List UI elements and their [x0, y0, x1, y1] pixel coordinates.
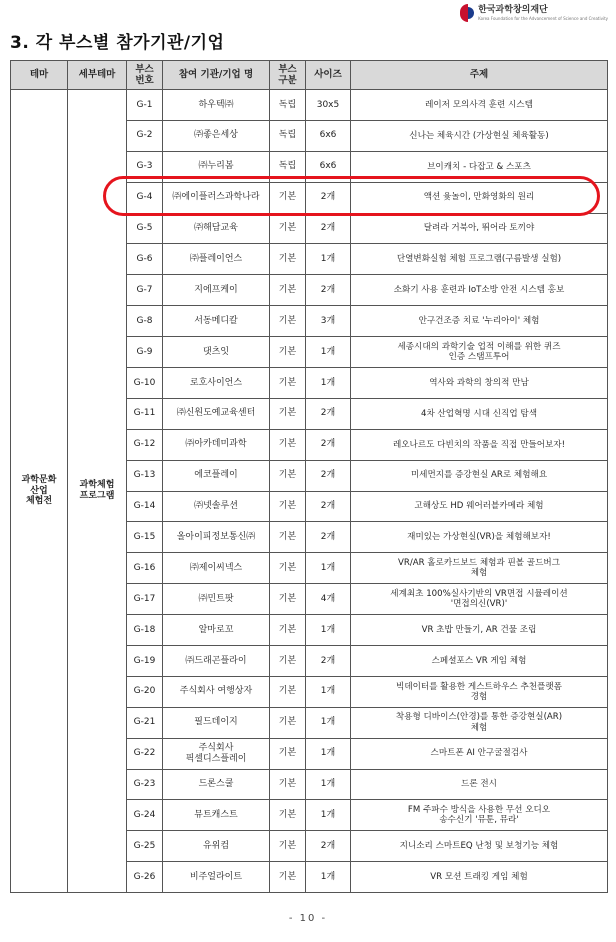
size-cell: 1개: [306, 368, 351, 399]
booth-number-cell: G-15: [127, 522, 163, 553]
booth-type-cell: 기본: [270, 584, 306, 615]
organization-cell: ㈜플레이언스: [163, 244, 270, 275]
size-cell: 1개: [306, 676, 351, 707]
size-cell: 3개: [306, 306, 351, 337]
size-cell: 2개: [306, 275, 351, 306]
organization-cell: 주식회사 픽셀디스플레이: [163, 738, 270, 769]
booth-number-cell: G-25: [127, 831, 163, 862]
organization-cell: 뮤트캐스트: [163, 800, 270, 831]
topic-cell: 착용형 디바이스(안경)를 통한 증강현실(AR) 체험: [351, 707, 608, 738]
size-cell: 4개: [306, 584, 351, 615]
organization-cell: 비주얼라이트: [163, 862, 270, 893]
foundation-logo: [460, 4, 608, 22]
booth-type-cell: 기본: [270, 491, 306, 522]
booth-type-cell: 기본: [270, 306, 306, 337]
booth-type-cell: 기본: [270, 553, 306, 584]
size-cell: 2개: [306, 522, 351, 553]
size-cell: 2개: [306, 460, 351, 491]
booth-type-cell: 기본: [270, 182, 306, 213]
booth-number-cell: G-12: [127, 429, 163, 460]
booth-number-cell: G-14: [127, 491, 163, 522]
size-cell: 1개: [306, 337, 351, 368]
organization-cell: ㈜좋은세상: [163, 120, 270, 151]
booth-number-cell: G-11: [127, 398, 163, 429]
header-theme: 테마: [11, 61, 68, 90]
size-cell: 1개: [306, 244, 351, 275]
topic-cell: 지니소리 스마트EQ 난청 및 보청기능 체험: [351, 831, 608, 862]
booth-number-cell: G-24: [127, 800, 163, 831]
topic-cell: 소화기 사용 훈련과 IoT소방 안전 시스템 홍보: [351, 275, 608, 306]
organization-cell: 서동메디칼: [163, 306, 270, 337]
topic-cell: 브이캐치 - 다잡고 & 스포츠: [351, 151, 608, 182]
topic-cell: VR 모션 트래킹 게임 체험: [351, 862, 608, 893]
booth-type-cell: 기본: [270, 676, 306, 707]
page-number: - 10 -: [288, 913, 328, 924]
topic-cell: 4차 산업혁명 시대 신직업 탐색: [351, 398, 608, 429]
topic-cell: 재미있는 가상현실(VR)을 체험해보자!: [351, 522, 608, 553]
booth-number-cell: G-1: [127, 90, 163, 121]
size-cell: 2개: [306, 182, 351, 213]
size-cell: 30x5: [306, 90, 351, 121]
booth-type-cell: 기본: [270, 213, 306, 244]
size-cell: 1개: [306, 862, 351, 893]
booth-number-cell: G-2: [127, 120, 163, 151]
size-cell: 2개: [306, 213, 351, 244]
organization-cell: 에코플레이: [163, 460, 270, 491]
size-cell: 2개: [306, 646, 351, 677]
booth-type-cell: 독립: [270, 90, 306, 121]
booth-number-cell: G-6: [127, 244, 163, 275]
booth-type-cell: 기본: [270, 460, 306, 491]
booth-number-cell: G-18: [127, 615, 163, 646]
booth-type-cell: 기본: [270, 800, 306, 831]
topic-cell: FM 주파수 방식을 사용한 무선 오디오 송수신기 '뮤툰, 뮤라': [351, 800, 608, 831]
organization-cell: 드론스쿨: [163, 769, 270, 800]
topic-cell: VR/AR 홀로카드보드 체험과 핀볼 골드버그 체험: [351, 553, 608, 584]
booth-type-cell: 독립: [270, 120, 306, 151]
topic-cell: 신나는 체육시간 (가상현실 체육활동): [351, 120, 608, 151]
booth-number-cell: G-26: [127, 862, 163, 893]
organization-cell: ㈜에이플러스과학나라: [163, 182, 270, 213]
topic-cell: 달려라 거북아, 뛰어라 토끼야: [351, 213, 608, 244]
size-cell: 1개: [306, 553, 351, 584]
booth-number-cell: G-8: [127, 306, 163, 337]
booth-type-cell: 기본: [270, 337, 306, 368]
header-booth-type: 부스 구분: [270, 61, 306, 90]
organization-cell: ㈜민트팟: [163, 584, 270, 615]
page-title: 3. 각 부스별 참가기관/기업: [10, 33, 225, 53]
organization-cell: ㈜제이씨넥스: [163, 553, 270, 584]
organization-cell: ㈜누리봄: [163, 151, 270, 182]
table-row: [11, 90, 608, 121]
topic-cell: 세계최초 100%실사기반의 VR면접 시뮬레이션 '면접의신(VR)': [351, 584, 608, 615]
booth-type-cell: 기본: [270, 738, 306, 769]
booth-number-cell: G-3: [127, 151, 163, 182]
logo-subtitle: Korea Foundation for the Advancement of Science and Creativity: [478, 15, 608, 21]
booth-type-cell: 기본: [270, 275, 306, 306]
size-cell: 6x6: [306, 151, 351, 182]
header-subtheme: 세부테마: [68, 61, 127, 90]
organization-cell: ㈜넷솔루션: [163, 491, 270, 522]
size-cell: 2개: [306, 398, 351, 429]
organization-cell: 올아이피정보통신㈜: [163, 522, 270, 553]
size-cell: 1개: [306, 707, 351, 738]
booth-type-cell: 기본: [270, 862, 306, 893]
organization-cell: 하우텍㈜: [163, 90, 270, 121]
organization-cell: ㈜드래곤플라이: [163, 646, 270, 677]
booth-number-cell: G-16: [127, 553, 163, 584]
booth-number-cell: G-10: [127, 368, 163, 399]
booth-type-cell: 독립: [270, 151, 306, 182]
foundation-logo-icon: [460, 4, 474, 22]
organization-cell: 필드데이지: [163, 707, 270, 738]
booth-number-cell: G-9: [127, 337, 163, 368]
topic-cell: 스페셜포스 VR 게임 체험: [351, 646, 608, 677]
header-size: 사이즈: [306, 61, 351, 90]
organization-cell: ㈜아카데미과학: [163, 429, 270, 460]
booth-type-cell: 기본: [270, 398, 306, 429]
organization-cell: 지에프케이: [163, 275, 270, 306]
booth-table-body: [11, 90, 608, 893]
booth-number-cell: G-13: [127, 460, 163, 491]
size-cell: 2개: [306, 429, 351, 460]
booth-number-cell: G-17: [127, 584, 163, 615]
organization-cell: 댓츠잇: [163, 337, 270, 368]
booth-type-cell: 기본: [270, 368, 306, 399]
booth-type-cell: 기본: [270, 615, 306, 646]
size-cell: 1개: [306, 615, 351, 646]
topic-cell: 단열변화실험 체험 프로그램(구름발생 실험): [351, 244, 608, 275]
booth-type-cell: 기본: [270, 522, 306, 553]
header-booth-number: 부스 번호: [127, 61, 163, 90]
topic-cell: 역사와 과학의 창의적 만남: [351, 368, 608, 399]
booth-type-cell: 기본: [270, 707, 306, 738]
booth-number-cell: G-4: [127, 182, 163, 213]
table-header-row: [11, 61, 608, 90]
size-cell: 2개: [306, 831, 351, 862]
topic-cell: 세종시대의 과학기술 업적 이해를 위한 퀴즈 인증 스탬프투어: [351, 337, 608, 368]
organization-cell: ㈜해담교육: [163, 213, 270, 244]
header-organization: 참여 기관/기업 명: [163, 61, 270, 90]
organization-cell: 유위컴: [163, 831, 270, 862]
topic-cell: 액션 윷놀이, 만화영화의 원리: [351, 182, 608, 213]
subtheme-cell: 과학체험 프로그램: [68, 90, 127, 893]
booth-type-cell: 기본: [270, 244, 306, 275]
booth-number-cell: G-21: [127, 707, 163, 738]
booth-number-cell: G-22: [127, 738, 163, 769]
booth-number-cell: G-7: [127, 275, 163, 306]
topic-cell: 레이저 모의사격 훈련 시스템: [351, 90, 608, 121]
organization-cell: 주식회사 여행상자: [163, 676, 270, 707]
booth-type-cell: 기본: [270, 429, 306, 460]
booth-table: [10, 60, 608, 893]
booth-number-cell: G-20: [127, 676, 163, 707]
topic-cell: 레오나르도 다빈치의 작품을 직접 만들어보자!: [351, 429, 608, 460]
size-cell: 2개: [306, 491, 351, 522]
organization-cell: 알마로꼬: [163, 615, 270, 646]
theme-cell: 과학문화 산업 체험전: [11, 90, 68, 893]
size-cell: 6x6: [306, 120, 351, 151]
size-cell: 1개: [306, 738, 351, 769]
booth-type-cell: 기본: [270, 646, 306, 677]
topic-cell: 스마트폰 AI 안구굴절검사: [351, 738, 608, 769]
booth-number-cell: G-5: [127, 213, 163, 244]
topic-cell: 미세먼지를 증강현실 AR로 체험해요: [351, 460, 608, 491]
size-cell: 1개: [306, 800, 351, 831]
booth-number-cell: G-23: [127, 769, 163, 800]
booth-number-cell: G-19: [127, 646, 163, 677]
header-topic: 주제: [351, 61, 608, 90]
organization-cell: ㈜신원도예교육센터: [163, 398, 270, 429]
topic-cell: 안구건조증 치료 '누리아이' 체험: [351, 306, 608, 337]
booth-type-cell: 기본: [270, 831, 306, 862]
logo-name: 한국과학창의재단: [478, 4, 548, 15]
topic-cell: 빅데이터를 활용한 게스트하우스 추천플랫폼 경험: [351, 676, 608, 707]
topic-cell: 드론 전시: [351, 769, 608, 800]
organization-cell: 로호사이언스: [163, 368, 270, 399]
size-cell: 1개: [306, 769, 351, 800]
topic-cell: 고해상도 HD 웨어러블카메라 체험: [351, 491, 608, 522]
topic-cell: VR 초밥 만들기, AR 건물 조립: [351, 615, 608, 646]
booth-type-cell: 기본: [270, 769, 306, 800]
